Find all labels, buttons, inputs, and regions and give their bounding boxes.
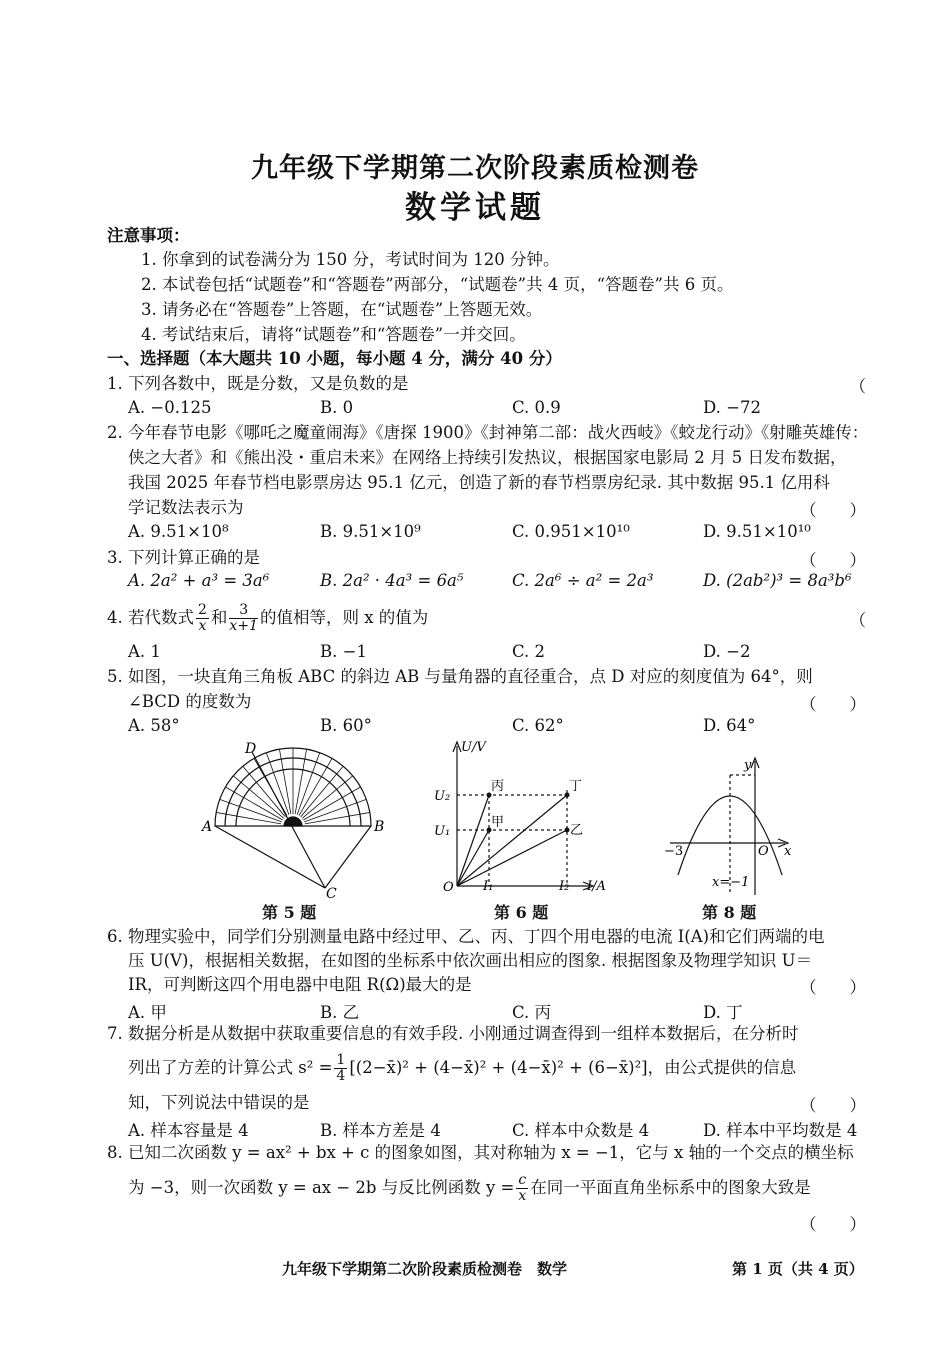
u1-label: U₁	[434, 824, 451, 839]
q8-post: 在同一平面直角坐标系中的图象大致是	[530, 1178, 811, 1197]
q5-option-b: B. 60°	[320, 716, 372, 735]
figure-8-parabola	[660, 755, 800, 900]
u2-label: U₂	[434, 789, 451, 804]
q2-option-a: A. 9.51×10⁸	[128, 522, 229, 541]
q5-option-d: D. 64°	[703, 716, 756, 735]
label-ding: 丁	[569, 779, 583, 794]
protractor-center	[284, 817, 302, 826]
notice-heading: 注意事项：	[107, 226, 190, 245]
q4-option-a: A. 1	[128, 642, 161, 661]
q7-option-b: B. 样本方差是 4	[320, 1121, 441, 1140]
figure-8-caption: 第 8 题	[702, 903, 757, 922]
q2-option-d: D. 9.51×10¹⁰	[703, 522, 811, 541]
q3-option-b: B. 2a² · 4a³ = 6a⁵	[320, 571, 464, 590]
notice-item: 3. 请务必在“答题卷”上答题，在“试题卷”上答题无效。	[141, 300, 543, 319]
answer-paren: （ ）	[800, 551, 866, 570]
fraction	[196, 603, 209, 634]
q3-option-a: A. 2a² + a³ = 3a⁶	[128, 571, 270, 590]
label-d: D	[245, 741, 257, 757]
notice-item: 1. 你拿到的试卷满分为 150 分，考试时间为 120 分钟。	[141, 250, 560, 269]
answer-paren: （	[849, 377, 866, 396]
question-6-line: 6. 物理实验中，同学们分别测量电路中经过甲、乙、丙、丁四个用电器的电流 I(A)和它们两端的电	[107, 927, 825, 946]
origin-label: O	[443, 880, 454, 895]
question-5-line: ∠BCD 的度数为	[128, 692, 252, 711]
q1-option-a: A. −0.125	[128, 398, 212, 417]
exam-title: 九年级下学期第二次阶段素质检测卷	[251, 153, 699, 184]
question-8-line: 8. 已知二次函数 y = ax² + bx + c 的图象如图，其对称轴为 x = −1，它与 x 轴的一个交点的横坐标	[107, 1143, 854, 1162]
question-2-line: 侠之大者》和《熊出没・重启未来》在网络上持续引发热议，根据国家电影局 2 月 5 日发布数据，	[128, 448, 847, 467]
label-bing: 丙	[491, 779, 505, 794]
footer-title: 九年级下学期第二次阶段素质检测卷 数学	[282, 1260, 568, 1278]
question-6-line: IR，可判断这四个用电器中电阻 R(Ω)最大的是	[128, 975, 472, 994]
root-label: −3	[664, 844, 684, 859]
q4-post: 的值相等，则 x 的值为	[259, 608, 429, 627]
q1-option-b: B. 0	[320, 398, 354, 417]
fraction-denominator: x	[198, 618, 207, 634]
fraction	[516, 1173, 528, 1204]
question-7-line: 知，下列说法中错误的是	[128, 1093, 310, 1112]
question-2-line: 我国 2025 年春节档电影票房达 95.1 亿元，创造了新的春节档票房纪录. 其中数据 95.1 亿用科	[128, 473, 830, 492]
fraction-numerator: 1	[336, 1052, 346, 1068]
fraction-denominator: 4	[336, 1068, 346, 1084]
y-label: y	[744, 758, 752, 773]
fraction-denominator: x+1	[229, 618, 258, 634]
question-2-line: 2. 今年春节电影《哪吒之魔童闹海》《唐探 1900》《封神第二部：战火西岐》《蛟龙行动》《射雕英雄传：	[107, 423, 869, 442]
answer-paren: （ ）	[800, 978, 866, 997]
x-label: x	[784, 844, 792, 859]
q7-option-c: C. 样本中众数是 4	[512, 1121, 650, 1140]
notice-item: 4. 考试结束后，请将“试题卷”和“答题卷”一并交回。	[141, 325, 526, 344]
exam-subject: 数学试题	[405, 190, 545, 226]
label-yi: 乙	[570, 823, 584, 838]
q7-formula-pre: 列出了方差的计算公式 s² =	[128, 1058, 333, 1077]
q4-pre: 4. 若代数式	[107, 608, 194, 627]
answer-paren: （ ）	[800, 1215, 866, 1234]
q6-option-a: A. 甲	[128, 1003, 167, 1022]
q4-option-b: B. −1	[320, 642, 367, 661]
figure-5-caption: 第 5 题	[262, 903, 317, 922]
i2-label: I₂	[559, 879, 570, 894]
fraction-numerator: 3	[229, 603, 258, 619]
q2-option-c: C. 0.951×10¹⁰	[512, 522, 630, 541]
answer-paren: （ ）	[800, 1096, 866, 1115]
fraction-numerator: 2	[198, 602, 207, 618]
q2-option-b: B. 9.51×10⁹	[320, 522, 421, 541]
answer-paren: （	[849, 611, 866, 630]
figure-6-ui-graph	[425, 738, 620, 900]
label-a: A	[202, 819, 213, 835]
question-8-line	[128, 1172, 811, 1204]
q7-option-d: D. 样本中平均数是 4	[703, 1121, 858, 1140]
label-b: B	[374, 819, 385, 835]
question-4-stem	[107, 602, 428, 634]
question-7-formula-line	[128, 1052, 796, 1084]
q8-pre: 为 −3，则一次函数 y = ax − 2b 与反比例函数 y =	[128, 1178, 515, 1197]
i1-label: I₁	[483, 879, 494, 894]
q6-option-d: D. 丁	[703, 1003, 743, 1022]
question-2-line: 学记数法表示为	[128, 498, 244, 517]
question-7-line: 7. 数据分析是从数据中获取重要信息的有效手段. 小刚通过调查得到一组样本数据后，在分析时	[107, 1024, 799, 1043]
answer-paren: （ ）	[800, 501, 866, 520]
section-heading: 一、选择题（本大题共 10 小题，每小题 4 分，满分 40 分）	[107, 349, 562, 368]
origin-label: O	[758, 844, 769, 859]
q7-formula-post: [(2−x̄)² + (4−x̄)² + (4−x̄)² + (6−x̄)²]，由公式提供的信息	[349, 1058, 797, 1077]
point-yi	[565, 828, 570, 833]
q1-option-d: D. −72	[703, 398, 761, 417]
notice-item: 2. 本试卷包括“试题卷”和“答题卷”两部分，“试题卷”共 4 页，“答题卷”共 6 页。	[141, 275, 734, 294]
q4-option-c: C. 2	[512, 642, 546, 661]
question-6-line: 压 U(V)，根据相关数据，在如图的坐标系中依次画出相应的图象. 根据图象及物理学知识 U＝	[128, 951, 813, 970]
fraction-denominator: x	[518, 1188, 527, 1204]
y-axis-label: U/V	[461, 740, 486, 755]
symmetry-axis-label: x=−1	[712, 875, 750, 890]
figure-6-caption: 第 6 题	[494, 903, 549, 922]
triangle-side-bc	[325, 826, 371, 888]
fraction	[334, 1053, 347, 1084]
q7-option-a: A. 样本容量是 4	[128, 1121, 249, 1140]
x-axis-label: I/A	[587, 879, 606, 894]
question-1-stem: 1. 下列各数中，既是分数，又是负数的是	[107, 374, 409, 393]
protractor-rays	[216, 748, 370, 824]
q5-option-c: C. 62°	[512, 716, 564, 735]
answer-paren: （ ）	[800, 695, 866, 714]
question-5-line: 5. 如图，一块直角三角板 ABC 的斜边 AB 与量角器的直径重合，点 D 对应的刻度值为 64°，则	[107, 667, 813, 686]
figure-5-protractor	[200, 738, 390, 900]
label-c: C	[326, 886, 337, 900]
q6-option-c: C. 丙	[512, 1003, 552, 1022]
q4-mid: 和	[210, 608, 228, 627]
q1-option-c: C. 0.9	[512, 398, 561, 417]
q6-option-b: B. 乙	[320, 1003, 360, 1022]
question-3-stem: 3. 下列计算正确的是	[107, 548, 260, 567]
q5-option-a: A. 58°	[128, 716, 180, 735]
label-jia: 甲	[491, 815, 505, 830]
q3-option-c: C. 2a⁶ ÷ a² = 2a³	[512, 571, 654, 590]
q3-option-d: D. (2ab²)³ = 8a³b⁶	[703, 571, 852, 590]
fraction-numerator: c	[518, 1172, 527, 1188]
fraction	[229, 603, 258, 634]
q4-option-d: D. −2	[703, 642, 751, 661]
page-number: 第 1 页（共 4 页）	[732, 1260, 864, 1278]
